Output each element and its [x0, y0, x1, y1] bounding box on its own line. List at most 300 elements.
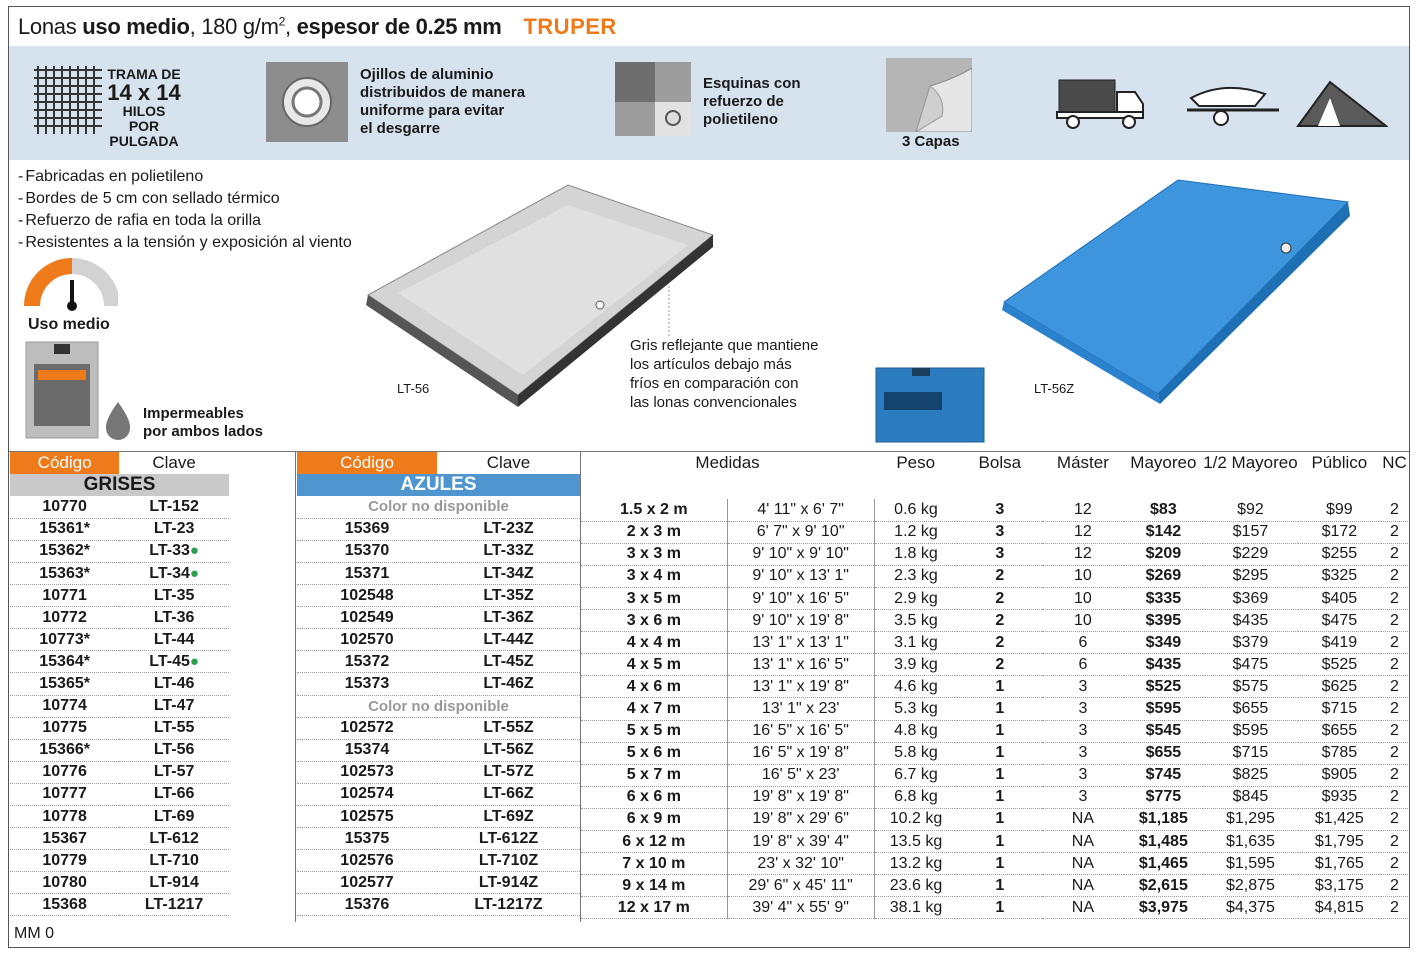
- nc-cell: 2: [1381, 698, 1408, 720]
- medida-ft-cell: 19' 8" x 19' 8": [727, 786, 874, 808]
- codigo-cell: 10780: [10, 872, 119, 894]
- medio-mayoreo-cell: $825: [1203, 764, 1298, 786]
- medida-ft-cell: 29' 6" x 45' 11": [727, 875, 874, 897]
- codigo-cell: 15368: [10, 894, 119, 916]
- table-row: [10, 828, 229, 850]
- clave-text: LT-152: [149, 497, 199, 515]
- nc-cell: 2: [1381, 632, 1408, 654]
- clave-text: LT-33: [149, 542, 190, 560]
- bullet-item: - Fabricadas en polietileno: [18, 166, 352, 188]
- clave-cell: LT-1217Z: [437, 894, 580, 916]
- clave-text: LT-914: [149, 873, 199, 891]
- codigo-cell: 10770: [10, 496, 119, 518]
- blue-tarp-label: LT-56Z: [1034, 381, 1075, 396]
- capas-text: 3 Capas: [902, 133, 960, 150]
- clave-cell: [119, 739, 229, 761]
- table-row: [10, 607, 229, 629]
- no-color-cell: Color no disponible: [297, 496, 580, 518]
- publico-cell: $905: [1298, 764, 1381, 786]
- table-row: [581, 720, 1408, 742]
- publico-cell: $475: [1298, 610, 1381, 632]
- medida-m-cell: 3 x 4 m: [581, 565, 727, 587]
- trama-label: TRAMA DE 14 x 14 HILOS POR PULGADA: [107, 66, 181, 149]
- table-row: [581, 808, 1408, 830]
- codigo-cell: 15361*: [10, 518, 119, 540]
- master-cell: NA: [1042, 831, 1123, 853]
- mayoreo-cell: $209: [1124, 543, 1204, 565]
- table-row: [297, 651, 580, 673]
- codigo-cell: 10772: [10, 607, 119, 629]
- table-row: [297, 739, 580, 761]
- codigo-cell: 15371: [297, 562, 437, 584]
- medio-mayoreo-cell: $1,295: [1203, 808, 1298, 830]
- master-cell: 12: [1042, 499, 1123, 521]
- gauge-icon: [24, 258, 118, 314]
- master-cell: 3: [1042, 720, 1123, 742]
- table-row: [297, 673, 580, 695]
- table-row: [10, 518, 229, 540]
- clave-text: LT-35: [153, 586, 195, 604]
- clave-cell: [119, 585, 229, 607]
- table-row: [297, 761, 580, 783]
- nc-cell: 2: [1381, 764, 1408, 786]
- codigo-cell: 15375: [297, 828, 437, 850]
- table-row: [10, 783, 229, 805]
- publico-cell: $785: [1298, 742, 1381, 764]
- blue-tarp-image: [998, 172, 1360, 406]
- table-row: [297, 828, 580, 850]
- publico-cell: $99: [1298, 499, 1381, 521]
- medida-m-cell: 5 x 7 m: [581, 764, 727, 786]
- codigo-cell: 102574: [297, 783, 437, 805]
- bolsa-cell: 2: [957, 587, 1042, 609]
- medida-m-cell: 4 x 5 m: [581, 654, 727, 676]
- clave-cell: LT-914Z: [437, 872, 580, 894]
- publico-cell: $255: [1298, 543, 1381, 565]
- uso-medio-label: Uso medio: [28, 316, 110, 333]
- medida-ft-cell: 13' 1" x 23': [727, 698, 874, 720]
- table-row: [581, 676, 1408, 698]
- table-row: [10, 894, 229, 916]
- peso-cell: 23.6 kg: [874, 875, 957, 897]
- master-cell: 3: [1042, 764, 1123, 786]
- mayoreo-cell: $1,185: [1124, 808, 1204, 830]
- medida-ft-cell: 13' 1" x 16' 5": [727, 654, 874, 676]
- clave-cell: LT-36Z: [437, 607, 580, 629]
- reinforced-corner-icon: [615, 62, 691, 136]
- table-row: [581, 853, 1408, 875]
- mayoreo-cell: $1,465: [1124, 853, 1204, 875]
- clave-cell: LT-23Z: [437, 518, 580, 540]
- peso-cell: 3.5 kg: [874, 610, 957, 632]
- mayoreo-cell: $545: [1124, 720, 1204, 742]
- mayoreo-cell: $142: [1124, 521, 1204, 543]
- medio-mayoreo-cell: $575: [1203, 676, 1298, 698]
- publico-header: Público: [1311, 453, 1368, 473]
- nc-cell: 2: [1381, 853, 1408, 875]
- ojillos-text: Ojillos de aluminio distribuidos de manera uniforme para evitar el desgarre: [360, 66, 526, 137]
- codigo-cell: 10773*: [10, 629, 119, 651]
- table-row: [10, 717, 229, 739]
- table-row: [581, 742, 1408, 764]
- codigo-cell: 10779: [10, 850, 119, 872]
- clave-text: LT-56: [153, 741, 195, 759]
- mayoreo-cell: $269: [1124, 565, 1204, 587]
- medida-m-cell: 5 x 5 m: [581, 720, 727, 742]
- table-row: [581, 875, 1408, 897]
- bullet-item: - Bordes de 5 cm con sellado térmico: [18, 188, 352, 210]
- table-row: [297, 629, 580, 651]
- medida-m-cell: 12 x 17 m: [581, 897, 727, 919]
- table-row: [581, 831, 1408, 853]
- publico-cell: $405: [1298, 587, 1381, 609]
- bolsa-cell: 1: [957, 676, 1042, 698]
- bolsa-cell: 1: [957, 764, 1042, 786]
- codigo-cell: 15374: [297, 739, 437, 761]
- weave-grid-icon: [34, 66, 102, 134]
- bolsa-cell: 3: [957, 543, 1042, 565]
- table-row: [297, 806, 580, 828]
- peso-cell: 1.2 kg: [874, 521, 957, 543]
- bolsa-cell: 2: [957, 654, 1042, 676]
- clave-cell: [119, 496, 229, 518]
- bolsa-cell: 1: [957, 742, 1042, 764]
- codigo-cell: 10777: [10, 783, 119, 805]
- table-row: [581, 897, 1408, 919]
- medio-mayoreo-cell: $295: [1203, 565, 1298, 587]
- codigo-header: Código: [297, 452, 437, 474]
- publico-cell: $325: [1298, 565, 1381, 587]
- codigo-cell: 102570: [297, 629, 437, 651]
- clave-cell: [119, 562, 229, 584]
- peso-cell: 13.5 kg: [874, 831, 957, 853]
- azules-header: AZULES: [297, 474, 580, 496]
- table-row: [297, 894, 580, 916]
- clave-text: LT-69: [153, 807, 195, 825]
- clave-text: LT-55: [153, 719, 195, 737]
- medida-ft-cell: 6' 7" x 9' 10": [727, 521, 874, 543]
- gray-package-image: [24, 340, 100, 440]
- clave-cell: LT-57Z: [437, 761, 580, 783]
- table-row: [581, 499, 1408, 521]
- table-row: [10, 629, 229, 651]
- medio-mayoreo-cell: $2,875: [1203, 875, 1298, 897]
- peso-cell: 0.6 kg: [874, 499, 957, 521]
- bullet-item: - Resistentes a la tensión y exposición al viento: [18, 232, 352, 254]
- grommet-icon: [266, 62, 348, 142]
- nc-cell: 2: [1381, 742, 1408, 764]
- clave-cell: [119, 717, 229, 739]
- medida-m-cell: 9 x 14 m: [581, 875, 727, 897]
- table-row: [10, 673, 229, 695]
- medida-m-cell: 3 x 5 m: [581, 587, 727, 609]
- table-row: [10, 806, 229, 828]
- grises-table: [10, 452, 229, 916]
- clave-text: LT-44: [153, 630, 195, 648]
- nc-cell: 2: [1381, 831, 1408, 853]
- table-row: [297, 717, 580, 739]
- clave-cell: LT-56Z: [437, 739, 580, 761]
- table-row: [10, 761, 229, 783]
- publico-cell: $1,795: [1298, 831, 1381, 853]
- publico-cell: $715: [1298, 698, 1381, 720]
- bolsa-cell: 3: [957, 499, 1042, 521]
- clave-cell: [119, 761, 229, 783]
- nc-cell: 2: [1381, 587, 1408, 609]
- nc-cell: 2: [1381, 786, 1408, 808]
- peso-cell: 2.9 kg: [874, 587, 957, 609]
- medio-mayoreo-cell: $595: [1203, 720, 1298, 742]
- clave-cell: LT-66Z: [437, 783, 580, 805]
- table-row: [10, 695, 229, 717]
- clave-text: LT-47: [153, 697, 195, 715]
- mayoreo-cell: $2,615: [1124, 875, 1204, 897]
- clave-text: LT-1217: [144, 895, 204, 913]
- clave-cell: LT-44Z: [437, 629, 580, 651]
- medida-ft-cell: 23' x 32' 10": [727, 853, 874, 875]
- bolsa-cell: 1: [957, 831, 1042, 853]
- clave-cell: LT-612Z: [437, 828, 580, 850]
- codigo-cell: 102548: [297, 585, 437, 607]
- nc-cell: 2: [1381, 610, 1408, 632]
- peso-cell: 6.8 kg: [874, 786, 957, 808]
- no-color-cell: Color no disponible: [297, 695, 580, 717]
- clave-cell: [119, 540, 229, 562]
- clave-cell: [119, 850, 229, 872]
- medida-m-cell: 6 x 9 m: [581, 808, 727, 830]
- table-row: [10, 739, 229, 761]
- publico-cell: $1,765: [1298, 853, 1381, 875]
- medida-ft-cell: 16' 5" x 23': [727, 764, 874, 786]
- master-cell: 12: [1042, 543, 1123, 565]
- table-row: [10, 651, 229, 673]
- nc-cell: 2: [1381, 720, 1408, 742]
- medio-mayoreo-cell: $369: [1203, 587, 1298, 609]
- clave-text: LT-710: [149, 851, 199, 869]
- bolsa-cell: 1: [957, 786, 1042, 808]
- callout-line: [666, 286, 672, 338]
- medio-mayoreo-cell: $715: [1203, 742, 1298, 764]
- peso-cell: 6.7 kg: [874, 764, 957, 786]
- nc-cell: 2: [1381, 654, 1408, 676]
- codigo-cell: 15369: [297, 518, 437, 540]
- clave-cell: LT-45Z: [437, 651, 580, 673]
- table-row: [10, 585, 229, 607]
- clave-header: Clave: [152, 453, 196, 473]
- truper-logo: TRUPER: [523, 14, 617, 39]
- specs-table: [581, 452, 1408, 919]
- nc-cell: 2: [1381, 808, 1408, 830]
- publico-cell: $935: [1298, 786, 1381, 808]
- medida-m-cell: 6 x 12 m: [581, 831, 727, 853]
- table-row: [10, 496, 229, 518]
- clave-cell: [119, 673, 229, 695]
- mayoreo-cell: $83: [1124, 499, 1204, 521]
- clave-cell: [119, 828, 229, 850]
- medida-ft-cell: 9' 10" x 9' 10": [727, 543, 874, 565]
- medida-m-cell: 3 x 6 m: [581, 610, 727, 632]
- table-row: [10, 872, 229, 894]
- table-row: [581, 587, 1408, 609]
- medio-mayoreo-header: 1/2 Mayoreo: [1203, 453, 1298, 473]
- table-row: [581, 565, 1408, 587]
- table-row: [581, 764, 1408, 786]
- table-row: [297, 607, 580, 629]
- medida-ft-cell: 19' 8" x 39' 4": [727, 831, 874, 853]
- bolsa-cell: 1: [957, 897, 1042, 919]
- table-row: [297, 850, 580, 872]
- master-cell: 10: [1042, 565, 1123, 587]
- table-row: [581, 610, 1408, 632]
- green-dot-icon: ●: [189, 652, 199, 670]
- peso-header: Peso: [896, 453, 936, 473]
- clave-cell: LT-55Z: [437, 717, 580, 739]
- grises-header: GRISES: [10, 474, 229, 496]
- clave-header: Clave: [486, 453, 531, 473]
- nc-cell: 2: [1381, 676, 1408, 698]
- medida-ft-cell: 39' 4" x 55' 9": [727, 897, 874, 919]
- nc-cell: 2: [1381, 565, 1408, 587]
- clave-cell: [119, 629, 229, 651]
- bolsa-cell: 2: [957, 632, 1042, 654]
- medio-mayoreo-cell: $379: [1203, 632, 1298, 654]
- truck-icon: [1055, 74, 1145, 130]
- boat-trailer-icon: [1185, 80, 1281, 128]
- codigo-cell: 15376: [297, 894, 437, 916]
- codigo-cell: 15366*: [10, 739, 119, 761]
- azules-table: [297, 452, 580, 916]
- bolsa-cell: 1: [957, 875, 1042, 897]
- codigo-cell: 102549: [297, 607, 437, 629]
- codigo-header: Código: [10, 452, 119, 474]
- clave-text: LT-45: [149, 652, 190, 670]
- bullet-item: - Refuerzo de rafia en toda la orilla: [18, 210, 352, 232]
- table-row: [10, 562, 229, 584]
- table-row: [581, 632, 1408, 654]
- codigo-cell: 10776: [10, 761, 119, 783]
- master-cell: 3: [1042, 698, 1123, 720]
- table-row: [297, 872, 580, 894]
- codigo-cell: 15370: [297, 540, 437, 562]
- medida-m-cell: 4 x 6 m: [581, 676, 727, 698]
- peso-cell: 5.8 kg: [874, 742, 957, 764]
- medio-mayoreo-cell: $92: [1203, 499, 1298, 521]
- nc-cell: 2: [1381, 897, 1408, 919]
- gris-caption: Gris reflejante que mantiene los artículos debajo más fríos en comparación con las lonas convencionales: [630, 337, 819, 411]
- codigo-cell: 10778: [10, 806, 119, 828]
- gray-tarp-label: LT-56: [397, 381, 430, 396]
- medio-mayoreo-cell: $475: [1203, 654, 1298, 676]
- table-row: [297, 783, 580, 805]
- peso-cell: 38.1 kg: [874, 897, 957, 919]
- clave-cell: LT-33Z: [437, 540, 580, 562]
- table-row: [297, 518, 580, 540]
- medida-m-cell: 4 x 7 m: [581, 698, 727, 720]
- clave-cell: [119, 607, 229, 629]
- clave-cell: [119, 651, 229, 673]
- codigo-cell: 15362*: [10, 540, 119, 562]
- codigo-cell: 102572: [297, 717, 437, 739]
- codigo-cell: 102577: [297, 872, 437, 894]
- divider: [295, 451, 296, 922]
- bolsa-header: Bolsa: [978, 453, 1022, 473]
- medida-m-cell: 2 x 3 m: [581, 521, 727, 543]
- bolsa-cell: 1: [957, 808, 1042, 830]
- medida-m-cell: 5 x 6 m: [581, 742, 727, 764]
- esquinas-text: Esquinas con refuerzo de polietileno: [703, 75, 801, 128]
- medida-m-cell: 1.5 x 2 m: [581, 499, 727, 521]
- bolsa-cell: 2: [957, 610, 1042, 632]
- mayoreo-cell: $525: [1124, 676, 1204, 698]
- peso-cell: 5.3 kg: [874, 698, 957, 720]
- medida-ft-cell: 19' 8" x 29' 6": [727, 808, 874, 830]
- codigo-cell: 15373: [297, 673, 437, 695]
- master-cell: NA: [1042, 853, 1123, 875]
- footer-code: MM 0: [14, 925, 54, 942]
- medio-mayoreo-cell: $1,635: [1203, 831, 1298, 853]
- clave-cell: LT-710Z: [437, 850, 580, 872]
- medida-ft-cell: 16' 5" x 16' 5": [727, 720, 874, 742]
- medida-ft-cell: 13' 1" x 13' 1": [727, 632, 874, 654]
- mayoreo-cell: $775: [1124, 786, 1204, 808]
- codigo-cell: 15363*: [10, 562, 119, 584]
- medio-mayoreo-cell: $1,595: [1203, 853, 1298, 875]
- master-cell: 3: [1042, 742, 1123, 764]
- clave-cell: [119, 695, 229, 717]
- mayoreo-cell: $655: [1124, 742, 1204, 764]
- bolsa-cell: 1: [957, 853, 1042, 875]
- clave-text: LT-23: [153, 520, 195, 538]
- table-row: [297, 496, 580, 518]
- table-row: [581, 654, 1408, 676]
- nc-cell: 2: [1381, 521, 1408, 543]
- master-cell: 10: [1042, 610, 1123, 632]
- three-layers-icon: [886, 58, 972, 132]
- master-cell: NA: [1042, 808, 1123, 830]
- clave-text: LT-612: [149, 829, 199, 847]
- tent-icon: [1296, 76, 1388, 130]
- codigo-cell: 15365*: [10, 673, 119, 695]
- mayoreo-cell: $335: [1124, 587, 1204, 609]
- master-cell: 3: [1042, 786, 1123, 808]
- clave-text: LT-66: [153, 785, 195, 803]
- nc-cell: 2: [1381, 875, 1408, 897]
- peso-cell: 4.8 kg: [874, 720, 957, 742]
- nc-cell: 2: [1381, 543, 1408, 565]
- clave-cell: LT-69Z: [437, 806, 580, 828]
- table-row: [581, 698, 1408, 720]
- medio-mayoreo-cell: $435: [1203, 610, 1298, 632]
- medio-mayoreo-cell: $845: [1203, 786, 1298, 808]
- clave-text: LT-36: [153, 608, 195, 626]
- codigo-cell: 15367: [10, 828, 119, 850]
- clave-cell: [119, 806, 229, 828]
- medida-ft-cell: 9' 10" x 19' 8": [727, 610, 874, 632]
- bolsa-cell: 1: [957, 698, 1042, 720]
- publico-cell: $419: [1298, 632, 1381, 654]
- medida-ft-cell: 16' 5" x 19' 8": [727, 742, 874, 764]
- table-row: [10, 850, 229, 872]
- mayoreo-cell: $595: [1124, 698, 1204, 720]
- master-cell: 6: [1042, 632, 1123, 654]
- mayoreo-cell: $745: [1124, 764, 1204, 786]
- blue-package-image: [874, 366, 986, 444]
- clave-cell: [119, 783, 229, 805]
- peso-cell: 3.9 kg: [874, 654, 957, 676]
- peso-cell: 3.1 kg: [874, 632, 957, 654]
- medida-ft-cell: 13' 1" x 19' 8": [727, 676, 874, 698]
- publico-cell: $4,815: [1298, 897, 1381, 919]
